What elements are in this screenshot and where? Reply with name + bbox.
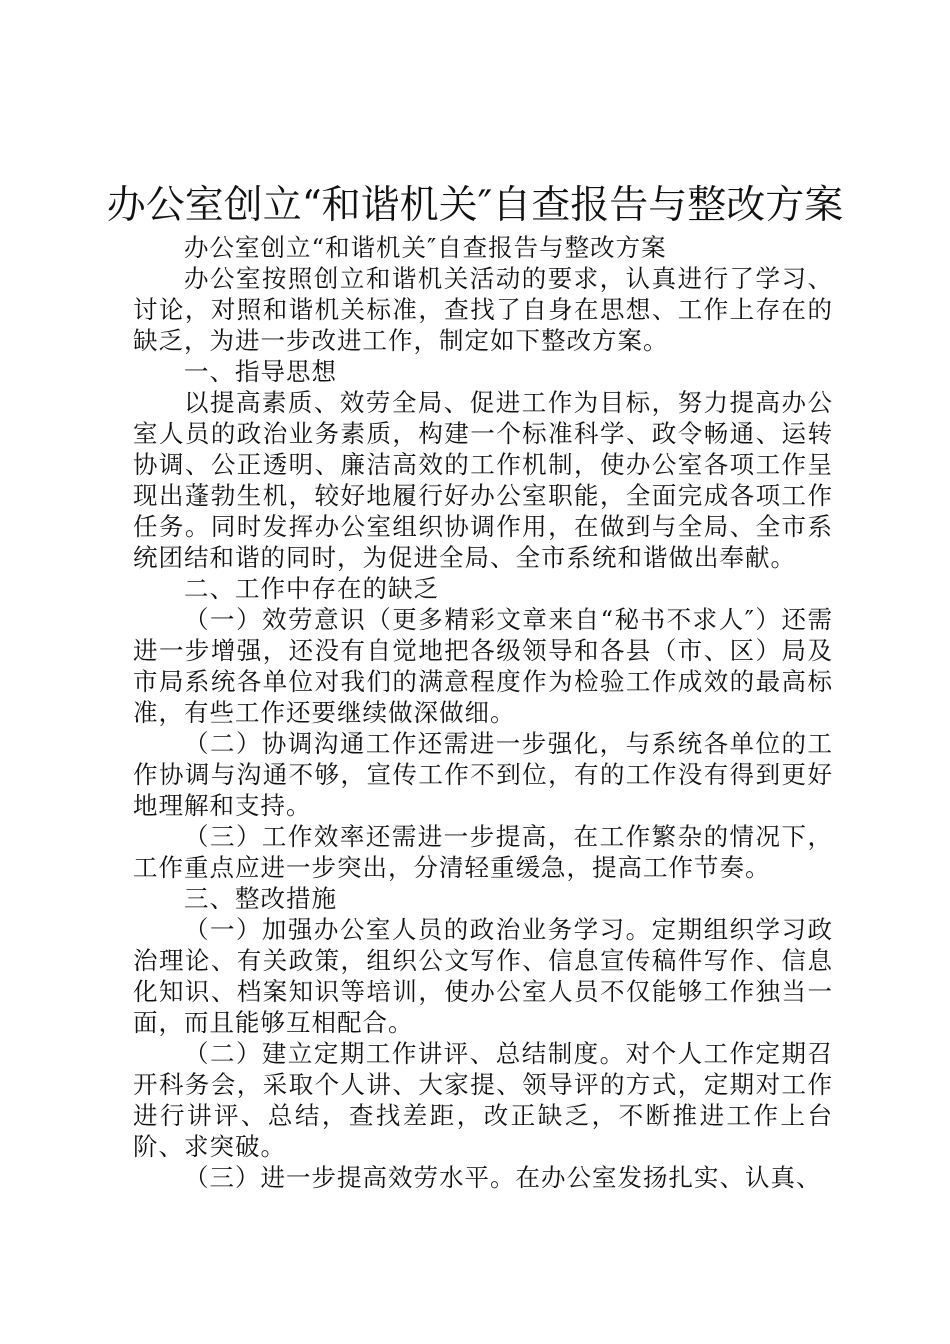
paragraph-shortcoming-1: （一）效劳意识（更多精彩文章来自“秘书不求人″）还需进一步增强，还没有自觉地把各级领导和各县（市、区）局及市局系统各单位对我们的满意程度作为检验工作成效的最高标准，有些工作还要继续做深做细。 bbox=[133, 605, 833, 727]
paragraph-guiding-thought: 以提高素质、效劳全局、促进工作为目标，努力提高办公室人员的政治业务素质，构建一个标准科学、政令畅通、运转协调、公正透明、廉洁高效的工作机制，使办公室各项工作呈现出蓬勃生机，较好地履行好办公室职能，全面完成各项工作任务。同时发挥办公室组织协调作用，在做到与全局、全市系统团结和谐的同时，为促进全局、全市系统和谐做出奉献。 bbox=[133, 388, 833, 572]
section-heading-measures: 三、整改措施 bbox=[184, 884, 337, 913]
paragraph-shortcoming-2: （二）协调沟通工作还需进一步强化，与系统各单位的工作协调与沟通不够，宣传工作不到位，有的工作没有得到更好地理解和支持。 bbox=[133, 729, 833, 820]
section-heading-shortcomings: 二、工作中存在的缺乏 bbox=[184, 574, 439, 603]
section-heading-guiding-thought: 一、指导思想 bbox=[184, 357, 337, 386]
paragraph-measure-2: （二）建立定期工作讲评、总结制度。对个人工作定期召开科务会，采取个人讲、大家提、领导评的方式，定期对工作进行讲评、总结，查找差距，改正缺乏，不断推进工作上台阶、求突破。 bbox=[133, 1039, 833, 1161]
paragraph-measure-3: （三）进一步提高效劳水平。在办公室发扬扎实、认真、 bbox=[184, 1163, 822, 1192]
paragraph-shortcoming-3: （三）工作效率还需进一步提高，在工作繁杂的情况下，工作重点应进一步突出，分清轻重缓急，提高工作节奏。 bbox=[133, 822, 833, 882]
document-title: 办公室创立“和谐机关″自查报告与整改方案 bbox=[106, 183, 844, 228]
paragraph-subtitle: 办公室创立“和谐机关″自查报告与整改方案 bbox=[184, 233, 667, 262]
paragraph-intro: 办公室按照创立和谐机关活动的要求，认真进行了学习、讨论，对照和谐机关标准，查找了自身在思想、工作上存在的缺乏，为进一步改进工作，制定如下整改方案。 bbox=[133, 264, 833, 355]
paragraph-measure-1: （一）加强办公室人员的政治业务学习。定期组织学习政治理论、有关政策，组织公文写作、信息宣传稿件写作、信息化知识、档案知识等培训，使办公室人员不仅能够工作独当一面，而且能够互相配合。 bbox=[133, 915, 833, 1037]
document-body bbox=[133, 232, 833, 1193]
